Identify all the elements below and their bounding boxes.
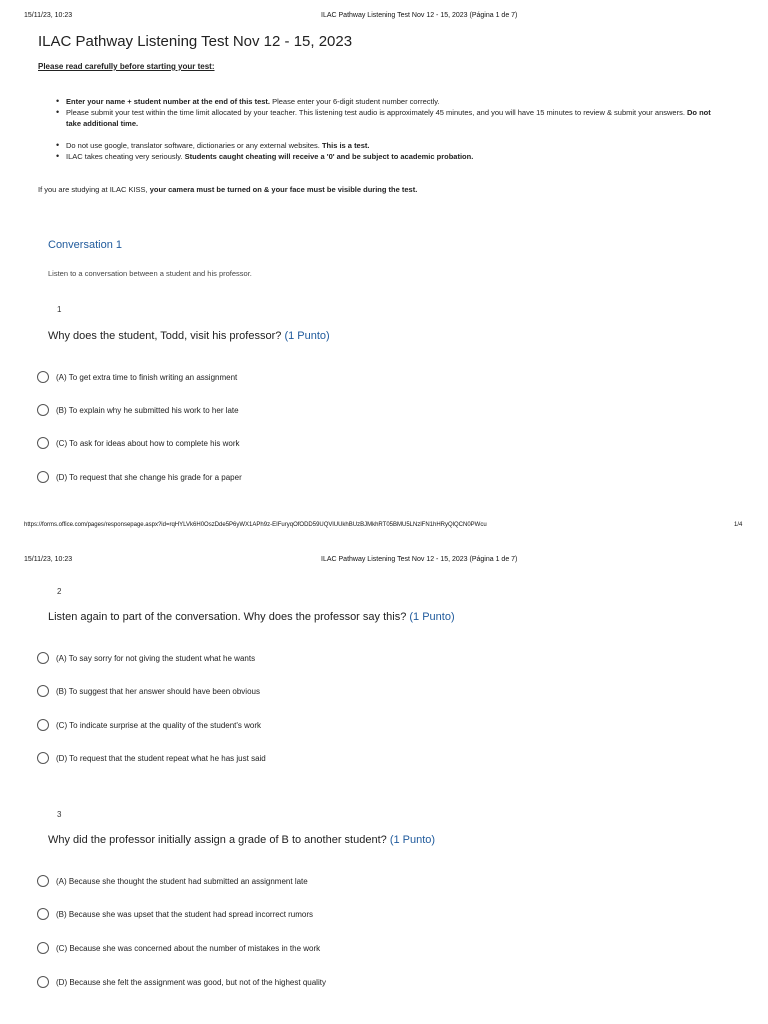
answer-option[interactable]: (C) Because she was concerned about the number of mistakes in the work [37, 942, 320, 954]
print-header-title: ILAC Pathway Listening Test Nov 12 - 15, 2023 (Página 1 de 7) [321, 12, 518, 19]
section-instruction: Listen to a conversation between a student and his professor. [48, 269, 252, 278]
radio-button[interactable] [37, 942, 49, 954]
footer-page-number: 1/4 [734, 522, 743, 528]
radio-button[interactable] [37, 471, 49, 483]
question-number: 3 [57, 810, 62, 819]
section-title: Conversation 1 [48, 239, 122, 251]
radio-button[interactable] [37, 437, 49, 449]
rule-item: • Please submit your test within the time limit allocated by your teacher. This listening test audio is approximately 45 minutes, and you will have 15 minutes to review & submit your answers. Do not take additional time. [66, 107, 726, 129]
question-number: 2 [57, 587, 62, 596]
radio-button[interactable] [37, 652, 49, 664]
answer-option[interactable]: (C) To indicate surprise at the quality of the student's work [37, 719, 261, 731]
radio-button[interactable] [37, 404, 49, 416]
footer-url: https://forms.office.com/pages/responsepage.aspx?id=rqHYLVk6H0OszDde5P6yWX1APh9z-EIFuryqOfODD59UQVlUUkhBUzBJMkhRT05BMU5LNzlFN1hHRyQlQCN0PWcu [24, 522, 487, 528]
print-header-date: 15/11/23, 10:23 [24, 12, 73, 19]
rule-item: • Enter your name + student number at the end of this test. Please enter your 6-digit student number correctly. [66, 96, 726, 107]
answer-option[interactable]: (A) Because she thought the student had submitted an assignment late [37, 875, 308, 887]
radio-button[interactable] [37, 371, 49, 383]
kiss-camera-note: If you are studying at ILAC KISS, your camera must be turned on & your face must be visible during the test. [38, 185, 418, 194]
question-number: 1 [57, 305, 62, 314]
answer-option[interactable]: (A) To get extra time to finish writing an assignment [37, 371, 237, 383]
answer-option[interactable]: (B) To explain why he submitted his work to her late [37, 404, 239, 416]
radio-button[interactable] [37, 685, 49, 697]
question-text: Listen again to part of the conversation. Why does the professor say this? (1 Punto) [48, 611, 455, 623]
question-text: Why did the professor initially assign a grade of B to another student? (1 Punto) [48, 834, 436, 846]
rule-item: • ILAC takes cheating very seriously. Students caught cheating will receive a '0' and be subject to academic probation. [66, 151, 473, 162]
points-label: (1 Punto) [389, 834, 436, 846]
print-header-title: ILAC Pathway Listening Test Nov 12 - 15, 2023 (Página 1 de 7) [321, 556, 518, 563]
question-text: Why does the student, Todd, visit his professor? (1 Punto) [48, 330, 330, 342]
answer-option[interactable]: (B) To suggest that her answer should have been obvious [37, 685, 260, 697]
radio-button[interactable] [37, 976, 49, 988]
rule-item: • Do not use google, translator software, dictionaries or any external websites. This is a test. [66, 140, 473, 151]
points-label: (1 Punto) [409, 611, 455, 623]
answer-option[interactable]: (D) Because she felt the assignment was good, but not of the highest quality [37, 976, 326, 988]
form-title: ILAC Pathway Listening Test Nov 12 - 15, 2023 [38, 33, 353, 50]
rules-list-b [66, 140, 473, 162]
answer-option[interactable]: (D) To request that the student repeat what he has just said [37, 752, 266, 764]
radio-button[interactable] [37, 752, 49, 764]
read-carefully-note: Please read carefully before starting your test: [38, 62, 215, 71]
answer-option[interactable]: (D) To request that she change his grade for a paper [37, 471, 242, 483]
radio-button[interactable] [37, 719, 49, 731]
answer-option[interactable]: (C) To ask for ideas about how to complete his work [37, 437, 240, 449]
rules-list-a [66, 96, 726, 129]
print-header-date: 15/11/23, 10:23 [24, 556, 73, 563]
radio-button[interactable] [37, 875, 49, 887]
radio-button[interactable] [37, 908, 49, 920]
answer-option[interactable]: (A) To say sorry for not giving the student what he wants [37, 652, 255, 664]
points-label: (1 Punto) [284, 330, 330, 342]
answer-option[interactable]: (B) Because she was upset that the student had spread incorrect rumors [37, 908, 313, 920]
